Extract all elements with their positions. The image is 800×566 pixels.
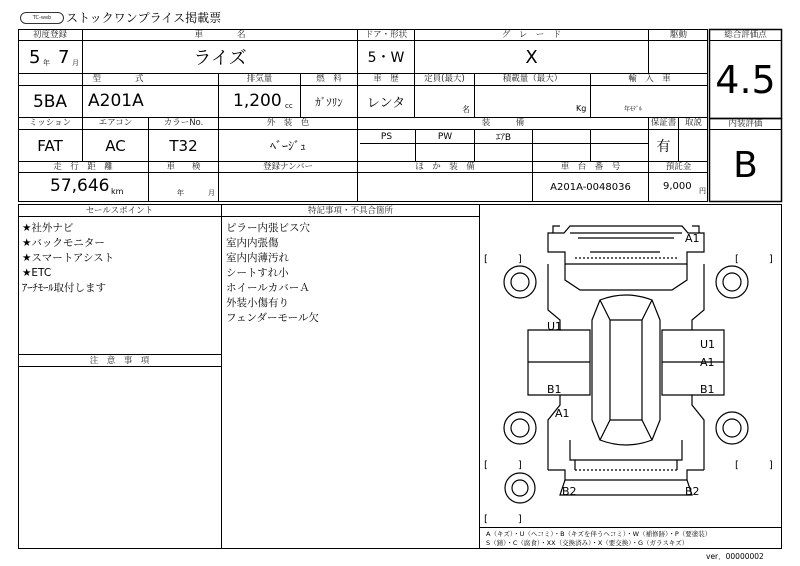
sales-point-item: ★社外ナビ (22, 222, 74, 234)
sales-points-label: セールスポイント (85, 206, 154, 216)
model-label: 型 式 (92, 74, 144, 84)
damage-mark: A1 (700, 356, 715, 369)
legend-line-1: A（キズ）・U（ヘコミ）・B（キズを伴うヘコミ）・W（補修跡）・P（要塗装） (486, 530, 712, 538)
caution-label: 注 意 事 項 (89, 356, 150, 366)
mileage-group (18, 173, 148, 201)
wheel-rear-left (504, 412, 536, 444)
reg-year-unit: 年 (43, 59, 50, 67)
mileage-label: 走 行 距 離 (53, 162, 113, 172)
note-item: 室内内張傷 (226, 237, 279, 249)
displacement-value: 1,200 (233, 91, 282, 111)
plate-label: 登録ナンバー (263, 162, 313, 172)
note-item: 外装小傷有り (226, 297, 289, 309)
inspection-year-unit: 年 (177, 189, 184, 197)
damage-mark: B1 (700, 383, 715, 396)
damage-mark: U1 (547, 320, 563, 333)
fuel-label: 燃 料 (316, 74, 342, 84)
equipment-item (533, 130, 590, 143)
grade-value: X (525, 46, 538, 68)
overall-rating-label: 総合評価点 (724, 30, 767, 40)
aircon-label: エアコン (98, 118, 133, 128)
car-name-value: ライズ (193, 48, 247, 69)
wheel-rear-right (716, 412, 748, 444)
note-item: フェンダーモール欠 (226, 312, 319, 324)
displacement-label: 排気量 (246, 74, 273, 84)
grade-label: グ レ ー ド (501, 30, 562, 40)
wheel-front-right (716, 266, 748, 298)
hood-outline (548, 226, 704, 264)
note-item: ホイールカバーＡ (226, 282, 310, 294)
exterior-color-label: 外 装 色 (266, 118, 310, 128)
model-value: A201A (88, 91, 144, 111)
sales-point-item: ★スマートアシスト (22, 252, 115, 264)
first-reg-label: 初度登録 (32, 30, 67, 40)
displacement-value-group (219, 86, 300, 117)
sales-point-item: ★ETC (22, 267, 52, 279)
deposit-group (649, 173, 708, 201)
load-unit: Kg (576, 104, 587, 113)
deposit-unit: 円 (699, 187, 706, 195)
damage-mark: A1 (555, 407, 570, 420)
sales-point-item: ｱｰﾁﾓｰﾙ取付します (22, 282, 106, 294)
wheel-front-left (504, 266, 536, 298)
door-label: ドア・形状 (364, 30, 408, 40)
sales-point-item: ★バックモニター (22, 237, 105, 249)
capacity-label: 定員(最大) (424, 74, 465, 84)
other-equipment-label: ほ か 装 備 (415, 162, 475, 172)
bracket-bottom: [ ] (484, 514, 522, 525)
equipment-item: PW (437, 131, 453, 142)
vehicle-history-label: 車 歴 (373, 74, 399, 84)
aircon-value: AC (105, 136, 126, 155)
import-label: 輸 入 車 (628, 74, 671, 84)
damage-mark-b2: B2 (685, 485, 700, 498)
warranty-label: 保証書 (650, 118, 677, 128)
reg-year: 5 (29, 47, 41, 68)
bracket-rear-left: [ ] (484, 460, 522, 471)
color-no-label: カラーNo. (163, 118, 204, 128)
rear-outline (548, 470, 704, 480)
import-year-unit: 年ﾓﾃﾞﾙ (624, 106, 643, 113)
manual-label: 取説 (684, 118, 702, 128)
chassis-label: 車 台 番 号 (560, 162, 621, 172)
fuel-value: ｶﾞｿﾘﾝ (315, 95, 343, 109)
mileage-value: 57,646 (50, 176, 110, 196)
reg-month-unit: 月 (72, 59, 79, 67)
logo-text: TC-web (32, 15, 52, 21)
inspection-label: 車 検 (166, 162, 201, 172)
notes-label: 特記事項・不具合箇所 (307, 206, 393, 216)
capacity-unit: 名 (462, 105, 470, 114)
deposit-value: 9,000 (663, 181, 692, 192)
roof-outline (592, 295, 660, 445)
note-item: ピラー内張ビス穴 (226, 222, 310, 234)
logo (20, 12, 64, 24)
form-title: ストックワンプライス掲載票 (66, 11, 222, 25)
equipment-label: 装 備 (481, 118, 525, 128)
interior-rating-value: B (733, 145, 758, 186)
sales-points-list (22, 221, 114, 296)
damage-mark: U1 (700, 338, 716, 351)
equipment-item (591, 130, 648, 143)
bracket-front-left: [ ] (484, 254, 522, 265)
reg-month: 7 (58, 47, 70, 68)
door-value: 5・W (367, 50, 405, 66)
note-item: 室内内薄汚れ (226, 252, 289, 264)
model-prefix-value: 5BA (32, 91, 68, 112)
load-label: 積載量（最大） (502, 74, 563, 84)
equipment-item: ｴｱB (495, 133, 512, 143)
mission-label: ミッション (28, 118, 72, 128)
history-value: レンタ (366, 96, 406, 111)
overall-rating-value: 4.5 (715, 57, 776, 102)
legend-line-2: S（錆）・C（腐食）・XX（交換済み）・X（要交換）・G（ガラスキズ） (486, 539, 689, 547)
note-item: シートすれ小 (226, 267, 289, 279)
bracket-front-right: [ ] (735, 254, 773, 265)
bracket-rear-right: [ ] (735, 460, 773, 471)
inspection-month-unit: 月 (208, 189, 215, 197)
manual-value (679, 130, 708, 161)
warranty-value: 有 (656, 138, 671, 155)
deposit-label: 預託金 (665, 162, 692, 172)
chassis-value: A201A-0048036 (550, 181, 631, 193)
notes-list (226, 221, 319, 326)
mission-value: FAT (37, 136, 63, 155)
damage-mark: B1 (547, 383, 562, 396)
exterior-color-value: ﾍﾞｰｼﾞｭ (269, 139, 306, 153)
damage-mark: B2 (562, 485, 577, 498)
drive-label: 駆動 (669, 30, 687, 40)
drive-value (649, 41, 708, 73)
spare-tire (505, 473, 535, 503)
version-text: ver．00000002 (706, 552, 764, 561)
first-reg-value (22, 45, 82, 71)
equipment-item: PS (380, 131, 393, 142)
displacement-unit: cc (285, 102, 293, 110)
color-no-value: T32 (169, 136, 198, 155)
mileage-unit: km (111, 187, 124, 196)
damage-mark: A1 (685, 232, 700, 245)
interior-rating-label: 内装評価 (728, 119, 763, 129)
car-name-label: 車 名 (194, 30, 246, 40)
